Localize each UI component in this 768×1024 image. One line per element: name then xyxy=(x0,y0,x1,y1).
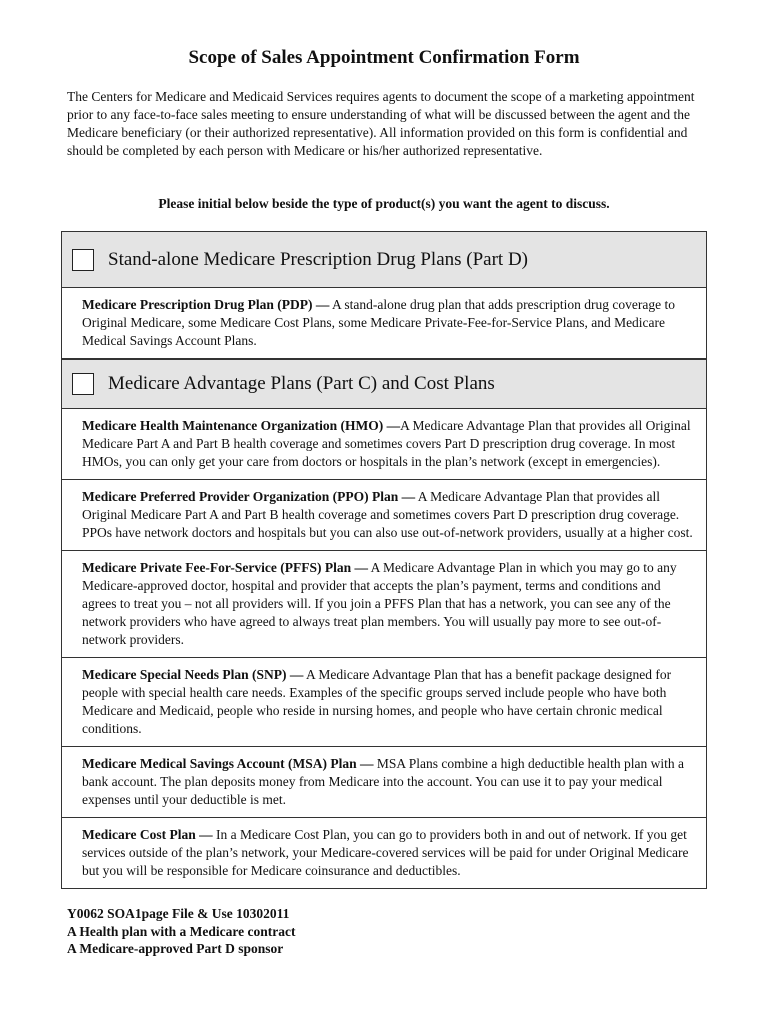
part-c-section-header xyxy=(62,359,706,409)
plan-description: A Medicare Advantage Plan that has a benefit package designed for people with special health care needs. Examples of the specific groups served include people who have both Medicare and Medicaid, people who reside in nursing homes, and people who have certain chronic medical conditions. xyxy=(82,667,672,736)
footer-form-id: Y0062 SOA1page File & Use 10302011 xyxy=(67,906,290,921)
plan-description: A Medicare Advantage Plan that provides all Original Medicare Part A and Part B health coverage and sometimes covers Part D prescription drug coverage. PPOs have network doctors and hospitals but you can also use out-of-network providers, usually at a higher cost. xyxy=(82,489,693,540)
plan-description: In a Medicare Cost Plan, you can go to providers both in and out of network. If you get services outside of the plan’s network, your Medicare-covered services will be paid for under Original Medicare but you will be responsible for Medicare coinsurance and deductibles. xyxy=(82,827,689,878)
plan-description: A Medicare Advantage Plan that provides all Original Medicare Part A and Part B health coverage and sometimes covers Part D prescription drug coverage. In most HMOs, you can only get your care from doctors or hospitals in the plan’s network (except in emergencies). xyxy=(82,418,691,469)
plan-name: Medicare Prescription Drug Plan (PDP) — xyxy=(82,297,330,312)
plan-row-ppo xyxy=(62,480,706,551)
part-c-section-title: Medicare Advantage Plans (Part C) and Cost Plans xyxy=(108,373,495,394)
plan-name: Medicare Medical Savings Account (MSA) Plan — xyxy=(82,756,374,771)
plans-table xyxy=(61,231,707,889)
plan-name: Medicare Special Needs Plan (SNP) — xyxy=(82,667,304,682)
footer-sponsor-note: A Medicare-approved Part D sponsor xyxy=(67,941,284,956)
page-title: Scope of Sales Appointment Confirmation Form xyxy=(188,47,580,68)
plan-row-msa xyxy=(62,747,706,818)
plan-description: MSA Plans combine a high deductible health plan with a bank account. The plan deposits money from Medicare into the account. You can use it to pay your medical expenses until your deductible is met. xyxy=(82,756,684,807)
plan-row-snp xyxy=(62,658,706,747)
plan-row-hmo xyxy=(62,409,706,480)
plan-description: A Medicare Advantage Plan in which you may go to any Medicare-approved doctor, hospital and provider that accepts the plan’s payment, terms and conditions and agrees to treat you – not all providers will. If you join a PFFS Plan that has a network, you can see any of the network providers who have agreed to always treat plan members. You will usually pay more to see out-of-network providers. xyxy=(82,560,677,647)
plan-name: Medicare Preferred Provider Organization (PPO) Plan — xyxy=(82,489,416,504)
plan-row-pffs xyxy=(62,551,706,658)
part-d-section-header xyxy=(62,232,706,288)
plan-row-cost xyxy=(62,818,706,888)
plan-name: Medicare Cost Plan — xyxy=(82,827,213,842)
part-d-checkbox[interactable] xyxy=(72,249,94,271)
footer xyxy=(67,905,295,958)
part-d-section-title: Stand-alone Medicare Prescription Drug Plans (Part D) xyxy=(108,248,529,270)
plan-name: Medicare Private Fee-For-Service (PFFS) Plan — xyxy=(82,560,369,575)
plan-description: A stand-alone drug plan that adds prescription drug coverage to Original Medicare, some Medicare Cost Plans, some Medicare Private-Fee-for-Service Plans, and Medicare Medical Savings Account Plans. xyxy=(82,297,675,348)
instruction-text: Please initial below beside the type of product(s) you want the agent to discuss. xyxy=(158,196,610,211)
part-c-checkbox[interactable] xyxy=(72,373,94,395)
plan-name: Medicare Health Maintenance Organization (HMO) — xyxy=(82,418,401,433)
intro-paragraph: The Centers for Medicare and Medicaid Services requires agents to document the scope of a marketing appointment prior to any face-to-face sales meeting to ensure understanding of what will be discussed between the agent and the Medicare beneficiary (or their authorized representative). All information provided on this form is confidential and should be completed by each person with Medicare or his/her authorized representative. xyxy=(67,89,695,158)
plan-row-pdp xyxy=(62,288,706,359)
footer-contract-note: A Health plan with a Medicare contract xyxy=(67,923,296,939)
